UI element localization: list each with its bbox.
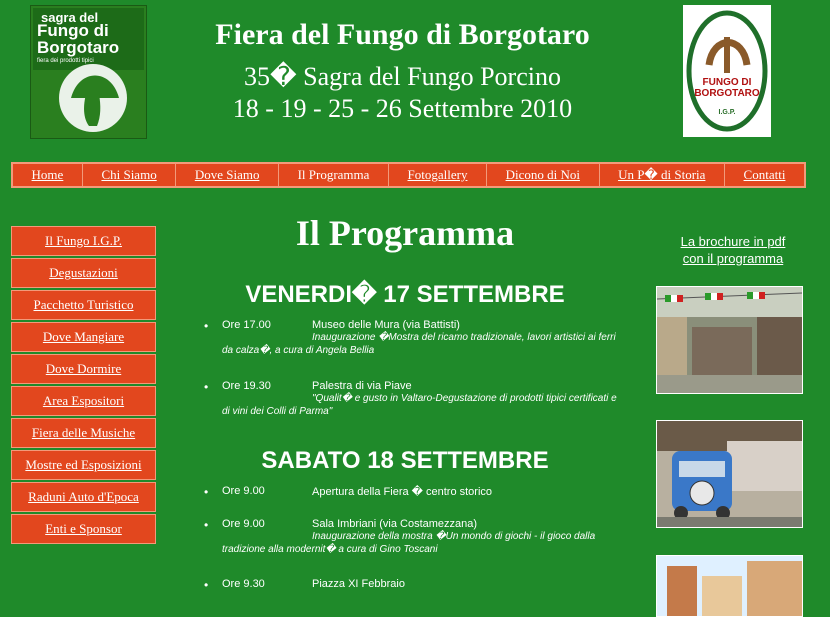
- brochure-pdf-link[interactable]: [660, 233, 806, 267]
- brochure-line1: La brochure in pdf: [680, 234, 786, 249]
- event-time: Ore 19.30: [222, 380, 271, 392]
- side-nav: [11, 226, 156, 546]
- nav-storia[interactable]: Un P� di Storia: [600, 164, 725, 186]
- sidenav-raduni-auto[interactable]: Raduni Auto d'Epoca: [11, 482, 156, 512]
- event-place: Palestra di via Piave: [312, 380, 412, 392]
- nav-dicono-di-noi[interactable]: Dicono di Noi: [487, 164, 600, 186]
- event-item: [200, 380, 620, 420]
- logo-right-name: FUNGO DI BORGOTARO: [694, 77, 760, 99]
- bullet-icon: •: [204, 380, 209, 394]
- logo-left-line3: fiera dei prodotti tipici: [37, 58, 94, 64]
- logo-sagra: [30, 5, 147, 139]
- photo-town[interactable]: [656, 555, 803, 617]
- nav-contatti[interactable]: Contatti: [743, 167, 786, 182]
- nav-fotogallery[interactable]: Fotogallery: [389, 164, 487, 186]
- event-item: [200, 485, 620, 505]
- event-desc: Inaugurazione della mostra �Un mondo di giochi - il gioco dalla tradizione alla modernit� a cura di Gino Toscani: [222, 531, 596, 555]
- event-time: Ore 9.00: [222, 485, 265, 497]
- brochure-line2: con il programma: [682, 251, 784, 266]
- bullet-icon: •: [204, 485, 209, 499]
- page-title: Il Programma: [295, 213, 515, 253]
- bullet-icon: •: [204, 578, 209, 592]
- bullet-icon: •: [204, 518, 209, 532]
- site-subtitle: 35� Sagra del Fungo Porcino: [244, 62, 561, 91]
- sidenav-dove-mangiare[interactable]: Dove Mangiare: [11, 322, 156, 352]
- top-nav: [11, 162, 806, 188]
- photo-tourist-train[interactable]: [656, 420, 803, 528]
- bullet-icon: •: [204, 319, 209, 333]
- sidenav-degustazioni[interactable]: Degustazioni: [11, 258, 156, 288]
- site-title: Fiera del Fungo di Borgotaro: [215, 18, 590, 51]
- event-place: Museo delle Mura (via Battisti): [312, 319, 460, 331]
- nav-dove-siamo[interactable]: Dove Siamo: [176, 164, 279, 186]
- event-place: Apertura della Fiera � centro storico: [312, 486, 493, 498]
- sidenav-dove-dormire[interactable]: Dove Dormire: [11, 354, 156, 384]
- sidenav-fiera-musiche[interactable]: Fiera delle Musiche: [11, 418, 156, 448]
- logo-right-badge: I.G.P.: [718, 109, 736, 116]
- logo-left-line2: Fungo di Borgotaro: [37, 21, 120, 57]
- day-heading: SABATO 18 SETTEMBRE: [261, 447, 549, 474]
- photo-market[interactable]: [656, 286, 803, 394]
- nav-il-programma[interactable]: Il Programma: [279, 164, 389, 186]
- event-time: Ore 17.00: [222, 319, 271, 331]
- sidenav-enti-sponsor[interactable]: Enti e Sponsor: [11, 514, 156, 544]
- event-place: Sala Imbriani (via Costamezzana): [312, 518, 478, 530]
- event-item: [200, 319, 620, 359]
- day-heading: VENERDI� 17 SETTEMBRE: [245, 281, 565, 308]
- event-place: Piazza XI Febbraio: [312, 578, 405, 590]
- nav-chi-siamo[interactable]: Chi Siamo: [83, 164, 176, 186]
- nav-home[interactable]: Home: [13, 164, 83, 186]
- event-item: [200, 578, 620, 592]
- event-desc: "Qualit� e gusto in Valtaro-Degustazione di prodotti tipici certificati e di vini dei Colli di Parma": [222, 393, 617, 417]
- event-desc: Inaugurazione �Mostra del ricamo tradizionale, lavori artistici ai ferri da calza�, a cura di Angela Bellia: [222, 332, 616, 356]
- sidenav-pacchetto-turistico[interactable]: Pacchetto Turistico: [11, 290, 156, 320]
- event-time: Ore 9.00: [222, 518, 265, 530]
- sidenav-fungo-igp[interactable]: Il Fungo I.G.P.: [11, 226, 156, 256]
- sidenav-area-espositori[interactable]: Area Espositori: [11, 386, 156, 416]
- logo-left-line1: sagra del: [41, 10, 99, 25]
- event-item: [200, 518, 620, 558]
- sidenav-mostre-esposizioni[interactable]: Mostre ed Esposizioni: [11, 450, 156, 480]
- event-time: Ore 9.30: [222, 578, 265, 590]
- site-dates: 18 - 19 - 25 - 26 Settembre 2010: [232, 94, 573, 123]
- logo-igp: [683, 5, 771, 137]
